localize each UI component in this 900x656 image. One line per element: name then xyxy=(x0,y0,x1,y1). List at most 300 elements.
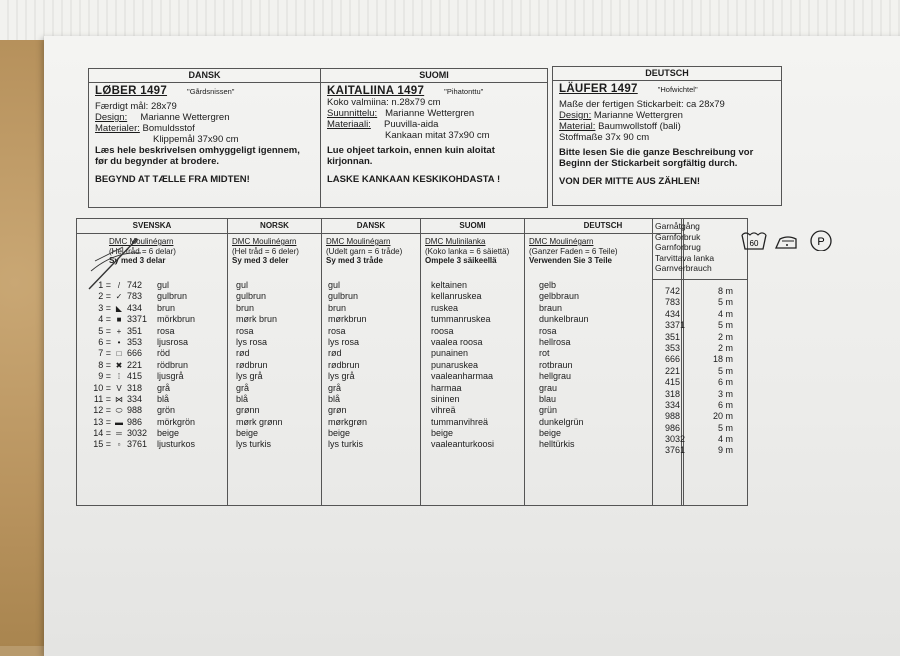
color-name-da: gul xyxy=(328,280,341,290)
yarn-length: 5 m xyxy=(717,422,733,433)
stitch-symbol: ▫ xyxy=(117,440,121,450)
table-row xyxy=(328,383,420,394)
thread-brand: DMC Moulinégarn xyxy=(326,237,391,246)
table-row xyxy=(431,303,524,314)
thread-note: (Koko lanka = 6 säiettä) xyxy=(425,246,510,256)
color-name-de: dunkelbraun xyxy=(539,314,589,325)
table-row xyxy=(328,439,420,450)
table-row xyxy=(236,394,321,405)
dmc-code: 3032 xyxy=(127,428,148,439)
color-name-da: mørkbrun xyxy=(328,314,367,325)
table-row xyxy=(328,371,420,382)
dmc-code: 986 xyxy=(127,416,143,427)
stitch-instruction: Ompele 3 säikeellä xyxy=(425,256,497,265)
color-name-no: grønn xyxy=(236,405,260,416)
table-row xyxy=(328,280,420,291)
dmc-code: 221 xyxy=(127,359,143,370)
dmc-code: 3761 xyxy=(127,439,148,450)
color-name-da: blå xyxy=(328,393,341,404)
column-norsk xyxy=(228,219,322,505)
dmc-code: 334 xyxy=(127,393,143,404)
dmc-code: 666 xyxy=(665,354,681,365)
yarn-length: 6 m xyxy=(717,399,733,410)
material-value: Puuvilla-aida xyxy=(384,119,439,130)
table-row xyxy=(77,348,227,359)
stitch-symbol: ■ xyxy=(116,315,122,325)
table-row xyxy=(236,280,321,291)
yarn-length: 2 m xyxy=(717,331,733,342)
yarn-length: 8 m xyxy=(717,286,733,296)
table-row xyxy=(653,400,747,411)
table-row xyxy=(328,314,420,325)
table-row xyxy=(653,445,747,456)
dmc-code: 351 xyxy=(127,325,143,336)
pattern-title: LØBER 1497 xyxy=(95,85,168,97)
pattern-subtitle: "Hofwichtel" xyxy=(657,85,698,94)
color-name-sv: gulbrun xyxy=(157,291,188,302)
color-name-no: mørk brun xyxy=(236,314,278,325)
stitch-symbol: ▬ xyxy=(115,417,123,427)
pattern-title: KAITALIINA 1497 xyxy=(327,85,425,97)
yarn-length: 2 m xyxy=(717,342,733,353)
pattern-subtitle: "Gårdsnissen" xyxy=(187,87,235,96)
table-row xyxy=(431,439,524,450)
color-name-sv: mörkbrun xyxy=(157,314,196,325)
color-name-da: lys turkis xyxy=(328,439,364,450)
table-row xyxy=(431,428,524,439)
stitch-symbol: ✖ xyxy=(115,360,123,370)
table-row xyxy=(653,286,747,297)
symbol-number: 13 = xyxy=(93,416,111,427)
stitch-instruction: Sy med 3 delar xyxy=(109,256,166,265)
dmc-code: 415 xyxy=(665,377,681,388)
yarn-length: 5 m xyxy=(717,320,733,331)
color-name-fi: punainen xyxy=(431,348,469,359)
color-name-fi: keltainen xyxy=(431,280,468,290)
color-name-de: beige xyxy=(539,428,562,439)
color-name-sv: ljusgrå xyxy=(157,371,184,382)
table-row xyxy=(236,348,321,359)
thread-note: (Udelt garn = 6 tråde) xyxy=(326,246,403,256)
yarn-length: 4 m xyxy=(717,434,733,445)
dmc-code: 318 xyxy=(127,382,143,393)
table-row xyxy=(236,417,321,428)
thread-brand: DMC Moulinégarn xyxy=(529,237,594,246)
color-name-sv: mörkgrön xyxy=(157,416,196,427)
table-row xyxy=(236,337,321,348)
color-name-de: gelb xyxy=(539,280,557,290)
dmc-code: 3371 xyxy=(665,320,686,331)
color-name-no: mørk grønn xyxy=(236,416,283,427)
consumption-header-sv: Garnåtgång xyxy=(655,221,700,231)
stitch-symbol: ⋈ xyxy=(115,394,123,404)
table-row xyxy=(431,394,524,405)
table-row xyxy=(328,428,420,439)
table-row xyxy=(236,360,321,371)
consumption-header-da: Garnforbrug xyxy=(655,242,701,252)
yarn-length: 5 m xyxy=(717,365,733,376)
yarn-consumption-table xyxy=(652,218,748,506)
consumption-rows xyxy=(653,280,747,457)
table-row xyxy=(77,383,227,394)
dry-clean-letter: P xyxy=(817,236,825,248)
table-row xyxy=(236,291,321,302)
table-row xyxy=(236,371,321,382)
dmc-code: 3032 xyxy=(665,434,686,445)
color-name-de: helltürkis xyxy=(539,439,575,450)
table-row xyxy=(328,348,420,359)
dmc-code: 351 xyxy=(665,331,681,342)
box-dansk xyxy=(88,68,321,208)
color-name-de: blau xyxy=(539,393,557,404)
design-value: Marianne Wettergren xyxy=(593,110,683,121)
table-row xyxy=(328,303,420,314)
table-row xyxy=(77,417,227,428)
box-header: SUOMI xyxy=(321,69,547,83)
dmc-code: 988 xyxy=(127,405,143,416)
color-name-sv: beige xyxy=(157,428,180,439)
color-name-no: lys turkis xyxy=(236,439,272,450)
color-name-da: rød xyxy=(328,348,342,359)
stitch-symbol: ✓ xyxy=(115,292,123,302)
table-row xyxy=(77,291,227,302)
thread-brand: DMC Mulinilanka xyxy=(425,237,486,246)
dmc-code: 434 xyxy=(127,302,143,313)
symbol-number: 5 = xyxy=(98,325,111,336)
finished-size: Koko valmiina: n.28x79 cm xyxy=(327,97,441,108)
table-row xyxy=(236,405,321,416)
yarn-length: 18 m xyxy=(712,354,733,365)
dmc-code: 988 xyxy=(665,411,681,422)
design-label: Design: xyxy=(95,112,128,123)
care-symbols xyxy=(740,229,860,251)
stitch-symbol: ⬭ xyxy=(115,406,123,416)
table-row xyxy=(653,389,747,400)
color-name-no: blå xyxy=(236,393,249,404)
box-suomi xyxy=(320,68,548,208)
yarn-length: 20 m xyxy=(712,411,733,422)
stitch-symbol: • xyxy=(117,337,121,347)
thread-brand: DMC Moulinégarn xyxy=(109,237,174,246)
yarn-length: 5 m xyxy=(717,297,733,308)
color-name-fi: tummanvihreä xyxy=(431,416,489,427)
table-row xyxy=(77,371,227,382)
stitch-symbol: V xyxy=(116,383,122,393)
count-from-middle: BEGYND AT TÆLLE FRA MIDTEN! xyxy=(95,174,250,185)
table-row xyxy=(431,348,524,359)
dmc-code: 742 xyxy=(665,286,681,296)
material-extra: Kankaan mitat 37x90 cm xyxy=(385,130,490,141)
symbol-number: 2 = xyxy=(98,291,111,302)
table-row xyxy=(431,417,524,428)
dmc-code: 221 xyxy=(665,365,681,376)
symbol-number: 11 = xyxy=(93,393,111,404)
color-name-fi: vihreä xyxy=(431,405,456,416)
table-row xyxy=(236,303,321,314)
consumption-header-de: Garnverbrauch xyxy=(655,263,712,273)
color-name-sv: blå xyxy=(157,393,170,404)
table-row xyxy=(328,337,420,348)
read-note: Læs hele beskrivelsen omhyggeligt igennem, før du begynder at brodere. xyxy=(95,145,300,167)
stitch-instruction: Sy med 3 deler xyxy=(232,256,289,265)
symbol-number: 8 = xyxy=(98,359,111,370)
table-row xyxy=(236,314,321,325)
dmc-code: 783 xyxy=(665,297,681,308)
stitch-instruction: Verwenden Sie 3 Teile xyxy=(529,256,612,265)
material-value: Baumwollstoff (bali) xyxy=(598,121,681,132)
table-row xyxy=(653,309,747,320)
table-row xyxy=(653,297,747,308)
color-name-sv: ljusrosa xyxy=(157,336,189,347)
material-extra: Klippemål 37x90 cm xyxy=(153,134,239,145)
dmc-code: 434 xyxy=(665,308,681,319)
table-row xyxy=(328,291,420,302)
yarn-length: 9 m xyxy=(717,445,733,456)
color-name-da: gulbrun xyxy=(328,291,359,302)
color-name-da: lys rosa xyxy=(328,336,360,347)
color-name-sv: ljusturkos xyxy=(157,439,196,450)
symbol-number: 7 = xyxy=(98,348,111,359)
yarn-length: 4 m xyxy=(717,308,733,319)
symbol-number: 4 = xyxy=(98,314,111,325)
color-name-da: brun xyxy=(328,302,347,313)
table-row xyxy=(77,337,227,348)
color-name-de: grün xyxy=(539,405,558,416)
color-name-de: hellrosa xyxy=(539,336,571,347)
color-name-sv: rödbrun xyxy=(157,359,189,370)
color-name-da: rosa xyxy=(328,325,346,336)
symbol-number: 9 = xyxy=(98,371,111,382)
table-row xyxy=(653,423,747,434)
symbol-number: 15 = xyxy=(93,439,111,450)
table-row xyxy=(653,343,747,354)
table-row xyxy=(77,428,227,439)
table-row xyxy=(431,280,524,291)
box-header: DEUTSCH xyxy=(553,67,781,81)
table-row xyxy=(653,320,747,331)
column-dansk xyxy=(322,219,421,505)
read-note: Bitte lesen Sie die ganze Beschreibung vor Beginn der Stickarbeit sorgfältig durch. xyxy=(559,147,754,169)
color-name-no: gul xyxy=(236,280,249,290)
thread-note: (Hel tråd = 6 deler) xyxy=(232,246,299,256)
rows-norsk xyxy=(228,269,321,451)
color-name-no: lys rosa xyxy=(236,336,268,347)
table-row xyxy=(653,411,747,422)
table-row xyxy=(431,383,524,394)
color-name-sv: brun xyxy=(157,302,176,313)
iron-icon xyxy=(776,237,796,248)
symbol-number: 10 = xyxy=(93,382,111,393)
color-name-no: grå xyxy=(236,382,250,393)
material-extra: Stoffmaße 37x 90 cm xyxy=(559,132,650,143)
finished-size: Maße der fertigen Stickarbeit: ca 28x79 xyxy=(559,99,725,110)
column-header: NORSK xyxy=(228,219,321,234)
table-row xyxy=(77,394,227,405)
color-name-de: grau xyxy=(539,382,558,393)
table-row xyxy=(77,303,227,314)
instruction-sheet xyxy=(44,36,900,656)
box-header: DANSK xyxy=(89,69,320,83)
color-name-sv: röd xyxy=(157,348,171,359)
color-name-sv: grön xyxy=(157,405,176,416)
table-row xyxy=(431,291,524,302)
pattern-title: LÄUFER 1497 xyxy=(559,83,638,95)
stitch-symbol: ◣ xyxy=(115,303,123,313)
table-row xyxy=(431,360,524,371)
pattern-subtitle: "Pihatonttu" xyxy=(444,87,484,96)
table-row xyxy=(431,337,524,348)
table-row xyxy=(431,314,524,325)
color-name-fi: vaalea roosa xyxy=(431,336,483,347)
table-row xyxy=(236,439,321,450)
stitch-symbol: / xyxy=(117,281,121,290)
corkboard xyxy=(0,40,50,646)
table-row xyxy=(77,326,227,337)
consumption-header-no: Garnforbruk xyxy=(655,231,701,242)
table-row xyxy=(328,405,420,416)
consumption-header-fi: Tarvittava lanka xyxy=(655,252,715,263)
column-header: SVENSKA xyxy=(77,219,227,234)
finished-size: Færdigt mål: 28x79 xyxy=(95,101,177,112)
color-name-fi: vaaleanharmaa xyxy=(431,371,494,382)
color-name-de: rotbraun xyxy=(539,359,573,370)
color-name-sv: gul xyxy=(157,280,170,290)
color-name-da: grå xyxy=(328,382,342,393)
column-suomi xyxy=(421,219,525,505)
table-row xyxy=(431,371,524,382)
color-name-da: lys grå xyxy=(328,371,355,382)
dmc-code: 783 xyxy=(127,291,143,302)
column-header: DEUTSCH xyxy=(525,219,681,234)
table-row xyxy=(236,326,321,337)
dmc-code: 353 xyxy=(665,342,681,353)
table-row xyxy=(77,360,227,371)
wash-temp: 60 xyxy=(749,239,759,248)
table-row xyxy=(77,314,227,325)
symbol-number: 6 = xyxy=(98,336,111,347)
table-row xyxy=(653,366,747,377)
color-name-fi: roosa xyxy=(431,325,454,336)
color-name-de: rot xyxy=(539,348,550,359)
design-value: Marianne Wettergren xyxy=(140,112,230,123)
color-name-no: beige xyxy=(236,428,259,439)
material-label: Materiaali: xyxy=(327,119,371,130)
rows-suomi xyxy=(421,269,524,451)
color-name-fi: punaruskea xyxy=(431,359,479,370)
material-label: Material: xyxy=(559,121,596,132)
color-name-fi: vaaleanturkoosi xyxy=(431,439,495,450)
thread-note: (Ganzer Faden = 6 Teile) xyxy=(529,246,618,256)
color-name-de: gelbbraun xyxy=(539,291,580,302)
table-row xyxy=(236,428,321,439)
table-row xyxy=(328,326,420,337)
color-name-no: rød xyxy=(236,348,250,359)
symbol-number: 1 = xyxy=(98,280,111,290)
count-from-middle: VON DER MITTE AUS ZÄHLEN! xyxy=(559,176,701,187)
table-row xyxy=(431,326,524,337)
table-row xyxy=(653,354,747,365)
box-deutsch xyxy=(552,66,782,206)
symbol-number: 12 = xyxy=(93,405,111,416)
yarn-length: 6 m xyxy=(717,377,733,388)
wash-60-icon xyxy=(742,233,766,249)
color-name-da: grøn xyxy=(328,405,347,416)
dry-clean-p-icon xyxy=(811,231,831,251)
design-label: Design: xyxy=(559,110,592,121)
dmc-code: 334 xyxy=(665,399,681,410)
color-name-no: lys grå xyxy=(236,371,263,382)
symbol-number: 3 = xyxy=(98,302,111,313)
dmc-code: 318 xyxy=(665,388,681,399)
color-name-fi: ruskea xyxy=(431,302,459,313)
table-row xyxy=(431,405,524,416)
color-name-fi: beige xyxy=(431,428,454,439)
stitch-symbol: ═ xyxy=(116,429,122,439)
table-row xyxy=(653,434,747,445)
dmc-code: 353 xyxy=(127,336,143,347)
color-name-fi: harmaa xyxy=(431,382,462,393)
dmc-code: 415 xyxy=(127,371,143,382)
material-label: Materialer: xyxy=(95,123,140,134)
table-row xyxy=(236,383,321,394)
stitch-instruction: Sy med 3 tråde xyxy=(326,256,383,265)
color-name-no: rødbrun xyxy=(236,359,268,370)
table-row xyxy=(77,405,227,416)
color-name-de: hellgrau xyxy=(539,371,572,382)
color-name-fi: tummanruskea xyxy=(431,314,491,325)
dmc-code: 742 xyxy=(127,280,143,290)
rows-dansk xyxy=(322,269,420,451)
table-row xyxy=(328,394,420,405)
thread-brand: DMC Moulinégarn xyxy=(232,237,297,246)
table-row xyxy=(328,360,420,371)
symbol-number: 14 = xyxy=(93,428,111,439)
color-name-no: gulbrun xyxy=(236,291,267,302)
color-name-de: dunkelgrün xyxy=(539,416,584,427)
dmc-code: 666 xyxy=(127,348,143,359)
color-name-de: braun xyxy=(539,302,563,313)
material-value: Bomuldsstof xyxy=(142,123,195,134)
dmc-code: 3761 xyxy=(665,445,686,456)
read-note: Lue ohjeet tarkoin, ennen kuin aloitat kirjonnan. xyxy=(327,145,495,167)
table-row xyxy=(77,439,227,450)
table-row xyxy=(653,377,747,388)
needle-icon xyxy=(85,231,145,291)
stitch-symbol: □ xyxy=(116,349,122,359)
color-name-da: beige xyxy=(328,428,351,439)
column-header: DANSK xyxy=(322,219,420,234)
color-name-fi: kellanruskea xyxy=(431,291,482,302)
color-name-de: rosa xyxy=(539,325,557,336)
color-name-sv: rosa xyxy=(157,325,175,336)
color-name-sv: grå xyxy=(157,382,171,393)
count-from-middle: LASKE KANKAAN KESKIKOHDASTA ! xyxy=(327,174,501,185)
stitch-symbol: + xyxy=(116,326,122,336)
stitch-symbol: ⁞ xyxy=(117,372,121,382)
column-header: SUOMI xyxy=(421,219,524,234)
thread-color-table xyxy=(76,218,684,506)
table-row xyxy=(328,417,420,428)
rows-svenska xyxy=(77,269,227,451)
color-name-no: brun xyxy=(236,302,255,313)
thread-note: (Hel tråd = 6 delar) xyxy=(109,246,176,256)
color-name-fi: sininen xyxy=(431,393,460,404)
design-value: Marianne Wettergren xyxy=(385,108,475,119)
color-name-da: rødbrun xyxy=(328,359,360,370)
design-label: Suunnittelu: xyxy=(327,108,378,119)
color-name-no: rosa xyxy=(236,325,254,336)
table-row xyxy=(653,332,747,343)
